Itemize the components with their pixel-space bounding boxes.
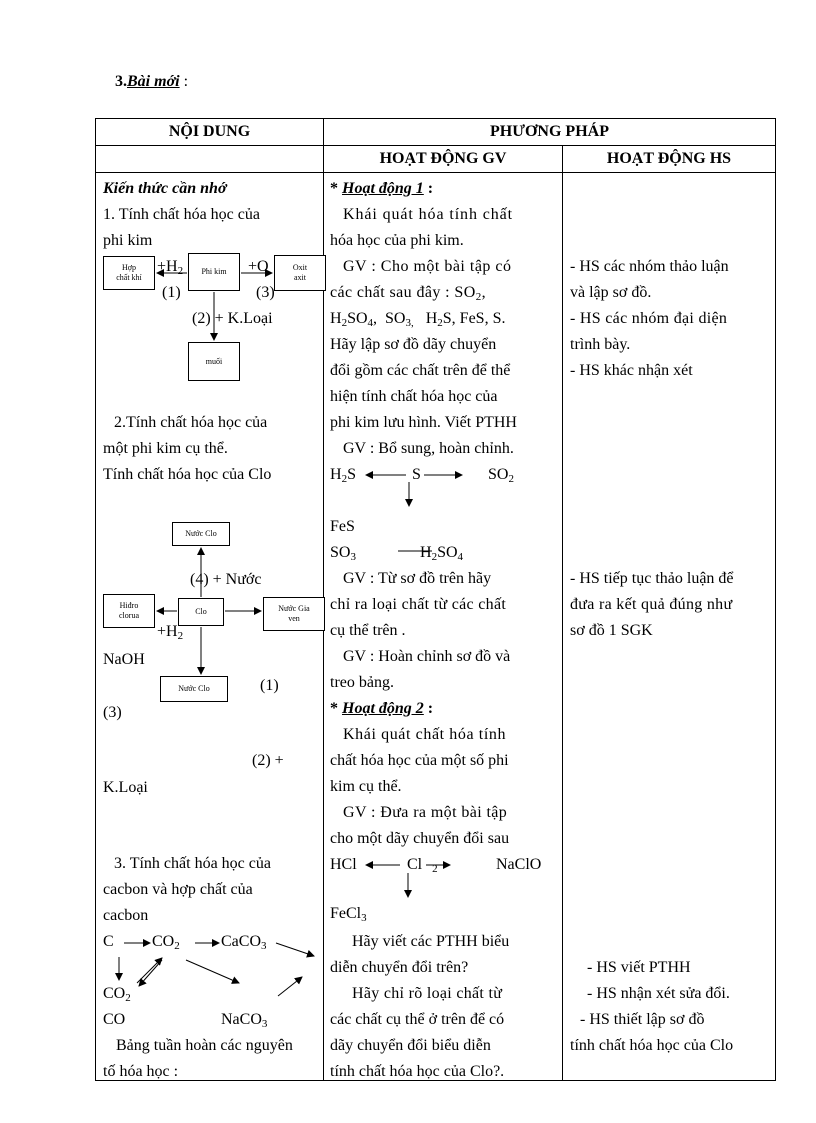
box-oxit-axit-a: Oxit [292, 263, 308, 272]
d2-naoh: NaOH [103, 651, 145, 668]
box-hidro-clorua-b: clorua [119, 611, 139, 620]
s-h2so4-text: H [420, 544, 432, 561]
p2-line-a: 2.Tính chất hóa học của [114, 414, 268, 431]
s-h2s-text: H [330, 466, 342, 483]
arrow-naco3-up [278, 977, 302, 996]
d3-naco3-text: NaCO [221, 1011, 262, 1028]
d2-n4-nuoc: (4) + Nước [190, 571, 262, 588]
d2-n1: (1) [260, 677, 279, 694]
gv-l5-e: S, FeS, S. [442, 310, 506, 327]
gv-l24: các chất cụ thể ở trên để có [330, 1011, 505, 1028]
gv-l14: GV : Hoàn chỉnh sơ đồ và [343, 648, 511, 665]
c-cl-text: Cl [407, 856, 423, 873]
section-colon: : [179, 73, 189, 90]
gv-l22: diễn chuyển đổi trên? [330, 959, 469, 976]
c-hcl: HCl [330, 856, 357, 873]
d1-n1: (1) [162, 284, 181, 301]
hs-c4: tính chất hóa học của Clo [570, 1037, 734, 1054]
hd2-colon: : [423, 700, 434, 717]
p4-line-b: tố hóa học : [103, 1063, 179, 1080]
arrow-caco3-out [276, 943, 314, 956]
gv-l4-end: , [481, 284, 486, 301]
gv-l16: Khái quát chất hóa tính [343, 726, 507, 743]
gv-l6: Hãy lập sơ đồ dãy chuyển [330, 336, 497, 353]
gv-l25: dãy chuyển đổi biểu diễn [330, 1037, 491, 1054]
gv-l5-sub3: 3, [405, 317, 414, 329]
gv-l5-b: SO [347, 310, 368, 327]
d3-caco3-text: CaCO [221, 933, 261, 950]
d3-caco3-sub: 3 [261, 940, 267, 952]
d3-co2-text: CO [152, 933, 175, 950]
gv-l4-sub: 2 [475, 291, 482, 303]
hs-a2: và lập sơ đồ. [570, 284, 652, 301]
hd2-star: * [330, 700, 342, 717]
box-nuoc-giaven-a: Nước Gia [278, 604, 310, 613]
p2-line-c: Tính chất hóa học của Clo [103, 466, 272, 483]
gv-l9: phi kim lưu hình. Viết PTHH [330, 414, 517, 431]
gv-l4-text: các chất sau đây : SO [330, 284, 476, 301]
hd1-colon: : [423, 180, 434, 197]
gv-l13: cụ thể trên . [330, 622, 406, 639]
hs-b1: - HS tiếp tục thảo luận để [570, 570, 734, 587]
box-nuoc-clo-top-label: Nước Clo [185, 529, 217, 538]
d2-n3: (3) [103, 704, 122, 721]
hs-c3: - HS thiết lập sơ đồ [580, 1011, 705, 1028]
gv-l21: Hãy viết các PTHH biểu [352, 933, 510, 950]
hs-c1: - HS viết PTHH [587, 959, 691, 976]
header-phuong-phap: PHƯƠNG PHÁP [324, 119, 776, 146]
box-nuoc-giaven-b: ven [288, 614, 300, 623]
gv-l12: chỉ ra loại chất từ các chất [330, 596, 507, 613]
p3-line-b: cacbon và hợp chất của [103, 881, 253, 898]
gv-l7: đổi gồm các chất trên để thể [330, 362, 511, 379]
c-naclo: NaClO [496, 856, 542, 873]
gv-l2: hóa học của phi kim. [330, 232, 464, 249]
hs-a3: - HS các nhóm đại diện [570, 310, 728, 327]
section-number: 3. [115, 73, 127, 90]
arrow-co2-down [139, 960, 162, 986]
s-so3-text: SO [330, 544, 351, 561]
gv-l11: GV : Từ sơ đồ trên hãy [343, 570, 492, 587]
p3-line-a: 3. Tính chất hóa học của [114, 855, 271, 872]
s-h2s-end: S [347, 466, 356, 483]
box-oxit-axit-b: axit [294, 273, 306, 282]
d3-co: CO [103, 1011, 126, 1028]
s-h2so4-sub: 2 [431, 551, 438, 563]
gv-l20: cho một dãy chuyển đổi sau [330, 830, 510, 847]
gv-l26: tính chất hóa học của Clo?. [330, 1063, 505, 1080]
gv-l5-sub2: 4 [367, 317, 374, 329]
d3-co2-b-sub: 2 [125, 992, 131, 1004]
gv-l5-sub1: 2 [341, 317, 348, 329]
header-noi-dung: NỘI DUNG [96, 119, 324, 146]
c-fecl3-sub: 3 [361, 912, 367, 924]
gv-l5-c: , SO [373, 310, 406, 327]
s-s: S [412, 466, 421, 483]
s-so2-sub: 2 [508, 473, 514, 485]
box-hop-chat-khi-b: chất khí [116, 273, 142, 282]
kien-thuc-heading: Kiến thức cần nhớ [103, 180, 227, 197]
hs-a4: trình bày. [570, 336, 631, 353]
s-h2so4-end: SO [437, 544, 458, 561]
d1-plus-h-text: +H [157, 258, 178, 275]
hs-a5: - HS khác nhận xét [570, 362, 693, 379]
hd2-title: Hoạt động 2 [342, 700, 424, 717]
hd1-title: Hoạt động 1 [342, 180, 424, 197]
section-title: Bài mới [127, 73, 180, 90]
p1-line-a: 1. Tính chất hóa học của [103, 206, 260, 223]
s-so3-sub: 3 [350, 551, 356, 563]
arrow-co2b-up [137, 958, 162, 983]
p4-line-a: Bảng tuần hoàn các nguyên [116, 1037, 293, 1054]
gv-l15: treo bảng. [330, 674, 394, 691]
gv-l3: GV : Cho một bài tập có [343, 258, 512, 275]
s-fes: FeS [330, 518, 355, 535]
d3-naco3-sub: 3 [261, 1018, 268, 1030]
c-cl-sub: 2 [432, 863, 438, 875]
p2-line-b: một phi kim cụ thể. [103, 440, 228, 457]
d2-h2-sub: 2 [177, 630, 184, 642]
hs-b2: đưa ra kết quả đúng như [570, 596, 733, 613]
s-so2-text: SO [488, 466, 509, 483]
gv-l10: GV : Bổ sung, hoàn chỉnh. [343, 440, 514, 457]
gv-l23: Hãy chỉ rõ loại chất từ [352, 985, 503, 1002]
gv-l5-d: H [413, 310, 438, 327]
c-fecl3-text: FeCl [330, 905, 362, 922]
arrow-co2-to-naco3 [186, 960, 239, 983]
d3-c: C [103, 933, 114, 950]
d1-plus-o: +O [248, 258, 269, 275]
s-h2so4-sub2: 4 [457, 551, 464, 563]
hs-a1: - HS các nhóm thảo luận [570, 258, 729, 275]
gv-l5-a: H [330, 310, 342, 327]
box-muoi-label: muối [205, 356, 223, 366]
box-hop-chat-khi-a: Hợp [121, 263, 136, 272]
d3-co2-b-text: CO [103, 985, 126, 1002]
gv-l18: kim cụ thể. [330, 778, 402, 795]
gv-l17: chất hóa học của một số phi [330, 752, 509, 769]
gv-l5-sub4: 2 [437, 317, 443, 329]
header-hd-gv: HOẠT ĐỘNG GV [324, 146, 563, 173]
box-hidro-clorua-a: Hiđro [119, 601, 139, 610]
d2-n2-plus: (2) + [252, 752, 284, 769]
s-h2s-sub: 2 [341, 473, 348, 485]
header-hd-hs: HOẠT ĐỘNG HS [563, 146, 776, 173]
d2-kloai: K.Loại [103, 779, 148, 796]
d1-n3: (3) [256, 284, 275, 301]
d2-plus-h2-text: +H [157, 623, 178, 640]
box-phi-kim-label: Phi kim [201, 267, 227, 276]
p3-line-c: cacbon [103, 907, 149, 924]
hs-c2: - HS nhận xét sửa đổi. [587, 985, 730, 1002]
d1-n2-kloai: (2) + K.Loại [192, 310, 273, 327]
box-nuoc-clo-bottom-label: Nước Clo [178, 684, 210, 693]
d3-co2-sub: 2 [174, 940, 180, 952]
gv-l8: hiện tính chất hóa học của [330, 388, 498, 405]
gv-l1: Khái quát hóa tính chất [343, 206, 513, 223]
gv-l19: GV : Đưa ra một bài tập [343, 804, 508, 821]
p1-line-b: phi kim [103, 232, 153, 249]
hd1-star: * [330, 180, 342, 197]
box-clo-label: Clo [195, 607, 207, 616]
d1-h-sub: 2 [177, 265, 184, 277]
hs-b3: sơ đồ 1 SGK [570, 622, 653, 639]
